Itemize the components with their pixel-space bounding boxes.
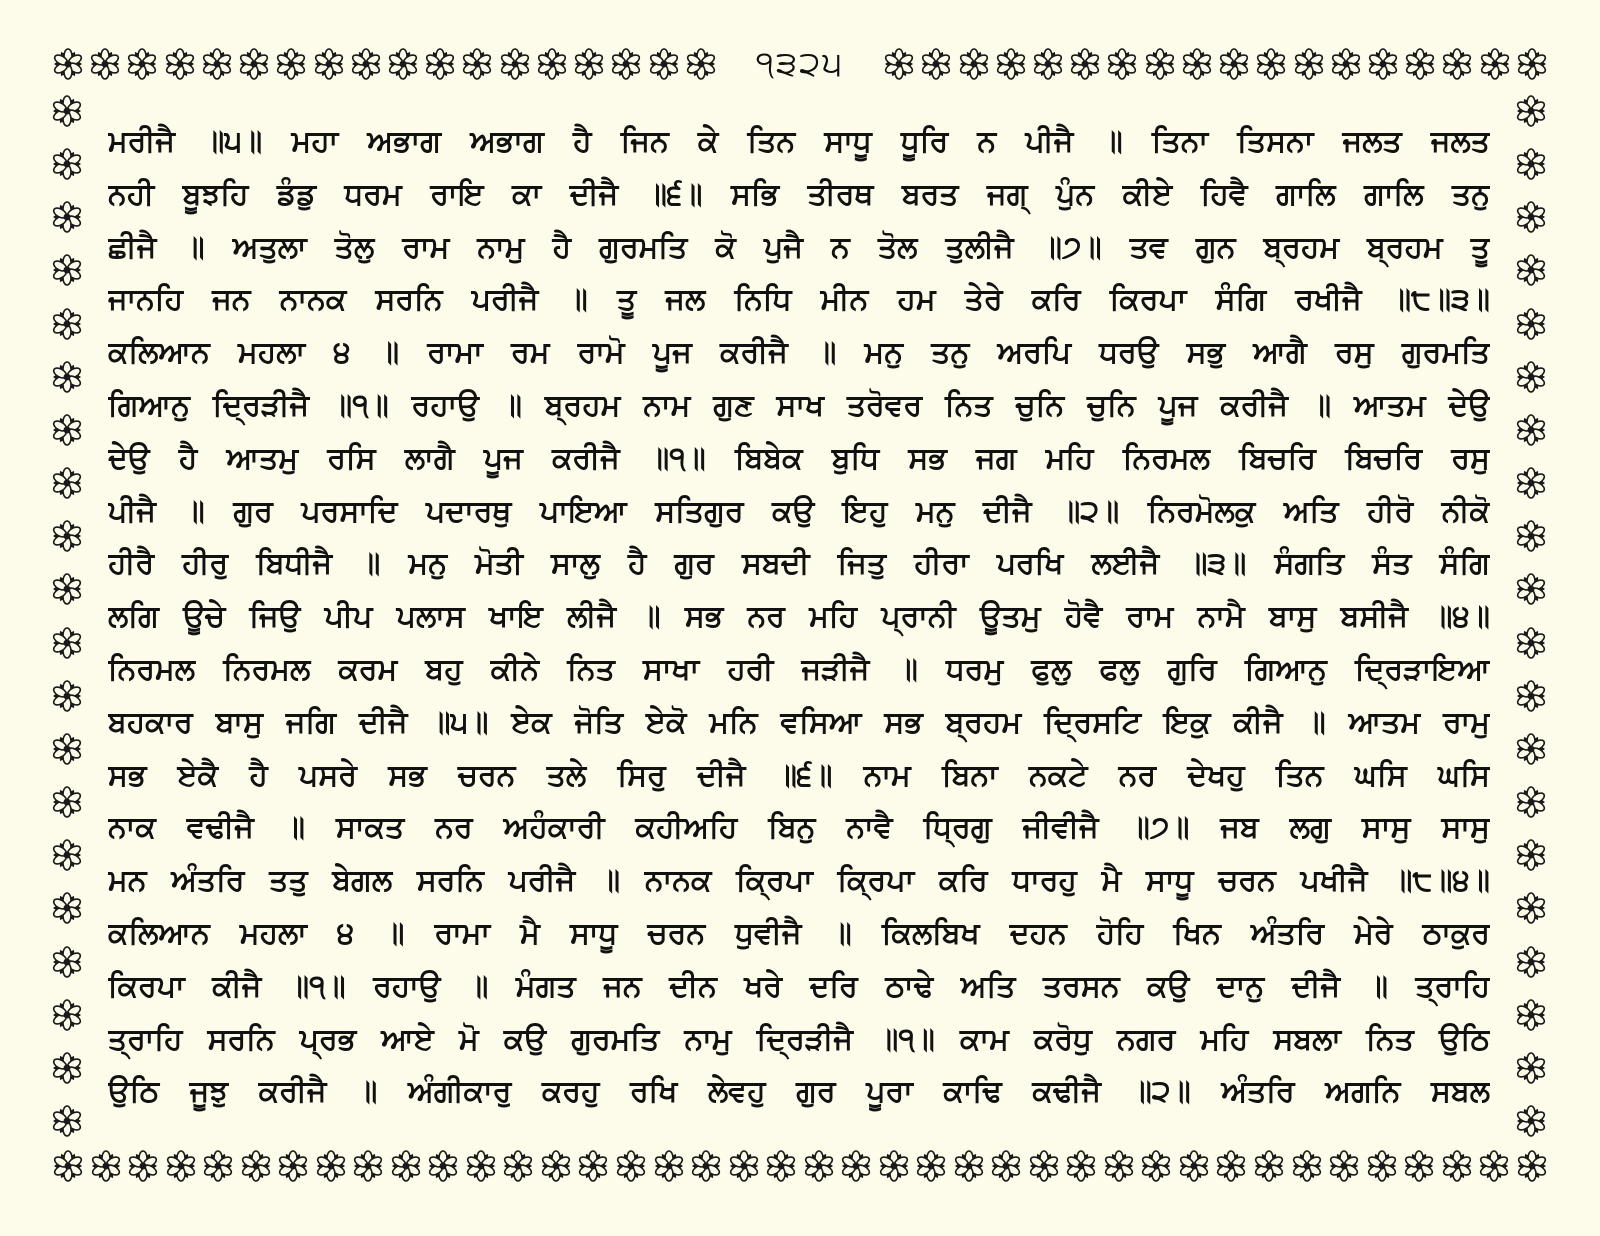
flower-icon bbox=[125, 1147, 161, 1185]
flower-icon bbox=[88, 1147, 124, 1185]
text-line: ਹੀਰੈ ਹੀਰੁ ਬਿਧੀਜੈ ॥ ਮਨੁ ਮੋਤੀ ਸਾਲੁ ਹੈ ਗੁਰ ਸਬਦੀ ਜਿਤੁ ਹੀਰਾ ਪਰਖਿ ਲਈਜੈ ॥੩॥ ਸੰਗਤਿ ਸੰਤ ਸੰਗਿ bbox=[108, 546, 1490, 582]
flower-icon bbox=[1326, 1147, 1362, 1185]
flower-icon bbox=[1253, 45, 1289, 83]
flower-icon bbox=[500, 1147, 536, 1185]
flower-icon bbox=[48, 85, 86, 137]
flower-icon bbox=[350, 1147, 386, 1185]
flower-icon bbox=[275, 1147, 311, 1185]
flower-icon bbox=[1512, 191, 1550, 243]
flower-icon bbox=[913, 1147, 949, 1185]
flower-icon bbox=[422, 45, 458, 83]
flower-icon bbox=[1402, 45, 1438, 83]
flower-icon bbox=[48, 670, 86, 722]
flower-icon bbox=[1176, 1147, 1212, 1185]
flower-icon bbox=[988, 1147, 1024, 1185]
flower-icon bbox=[311, 45, 347, 83]
flower-icon bbox=[1512, 882, 1550, 934]
flower-icon bbox=[48, 1042, 86, 1094]
flower-icon bbox=[1512, 85, 1550, 137]
text-line: ਬਹਕਾਰ ਬਾਸੁ ਜਗਿ ਦੀਜੈ ॥੫॥ ਏਕ ਜੋਤਿ ਏਕੋ ਮਨਿ ਵਸਿਆ ਸਭ ਬ੍ਰਹਮ ਦ੍ਰਿਸਟਿ ਇਕੁ ਕੀਜੈ ॥ ਆਤਮ ਰਾਮੁ bbox=[108, 704, 1490, 740]
right-ornament-border bbox=[1512, 85, 1552, 1147]
text-line: ਲਗਿ ਊਚੇ ਜਿਉ ਪੀਪ ਪਲਾਸ ਖਾਇ ਲੀਜੈ ॥ ਸਭ ਨਰ ਮਹਿ ਪ੍ਰਾਨੀ ਊਤਮੁ ਹੋਵੈ ਰਾਮ ਨਾਮੈ ਬਾਸੁ ਬਸੀਜੈ ॥੪॥ bbox=[108, 599, 1490, 635]
flower-icon bbox=[1512, 617, 1550, 669]
flower-icon bbox=[48, 138, 86, 190]
text-line: ਨਿਰਮਲ ਨਿਰਮਲ ਕਰਮ ਬਹੁ ਕੀਨੇ ਨਿਤ ਸਾਖਾ ਹਰੀ ਜੜੀਜੈ ॥ ਧਰਮੁ ਫੁਲੁ ਫਲੁ ਗੁਰਿ ਗਿਆਨੁ ਦ੍ਰਿੜਾਇਆ bbox=[108, 651, 1490, 687]
flower-icon bbox=[1512, 244, 1550, 296]
text-line: ਨਾਕ ਵਢੀਜੈ ॥ ਸਾਕਤ ਨਰ ਅਹੰਕਾਰੀ ਕਹੀਅਹਿ ਬਿਨੁ ਨਾਵੈ ਧ੍ਰਿਗੁ ਜੀਵੀਜੈ ॥੭॥ ਜਬ ਲਗੁ ਸਾਸੁ ਸਾਸੁ bbox=[108, 810, 1490, 846]
flower-icon bbox=[87, 45, 123, 83]
flower-icon bbox=[1514, 45, 1550, 83]
flower-icon bbox=[425, 1147, 461, 1185]
flower-icon bbox=[881, 45, 917, 83]
flower-icon bbox=[348, 45, 384, 83]
flower-icon bbox=[48, 563, 86, 615]
flower-icon bbox=[48, 617, 86, 669]
text-line: ਜਾਨਹਿ ਜਨ ਨਾਨਕ ਸਰਨਿ ਪਰੀਜੈ ॥ ਤੂ ਜਲ ਨਿਧਿ ਮੀਨ ਹਮ ਤੇਰੇ ਕਰਿ ਕਿਰਪਾ ਸੰਗਿ ਰਖੀਜੈ ॥੮॥੩॥ bbox=[108, 282, 1490, 318]
flower-icon bbox=[1512, 510, 1550, 562]
flower-icon bbox=[683, 45, 719, 83]
flower-icon bbox=[1063, 1147, 1099, 1185]
flower-icon bbox=[956, 45, 992, 83]
flower-icon bbox=[1142, 45, 1178, 83]
flower-icon bbox=[1030, 45, 1066, 83]
flower-icon bbox=[1512, 723, 1550, 775]
text-line: ਗਿਆਨੁ ਦ੍ਰਿੜੀਜੈ ॥੧॥ ਰਹਾਉ ॥ ਬ੍ਰਹਮ ਨਾਮ ਗੁਣ ਸਾਖ ਤਰੋਵਰ ਨਿਤ ਚੁਨਿ ਚੁਨਿ ਪੂਜ ਕਰੀਜੈ ॥ ਆਤਮ ਦੇਉ bbox=[108, 387, 1490, 423]
flower-icon bbox=[538, 1147, 574, 1185]
bottom-ornament-border bbox=[50, 1147, 1550, 1187]
text-line: ਦੇਉ ਹੈ ਆਤਮੁ ਰਸਿ ਲਾਗੈ ਪੂਜ ਕਰੀਜੈ ॥੧॥ ਬਿਬੇਕ ਬੁਧਿ ਸਭ ਜਗ ਮਹਿ ਨਿਰਮਲ ਬਿਚਰਿ ਬਿਚਰਿ ਰਸੁ bbox=[108, 440, 1490, 476]
text-line: ਮਨ ਅੰਤਰਿ ਤਤੁ ਬੇਗਲ ਸਰਨਿ ਪਰੀਜੈ ॥ ਨਾਨਕ ਕ੍ਰਿਪਾ ਕ੍ਰਿਪਾ ਕਰਿ ਧਾਰਹੁ ਮੈ ਸਾਧੂ ਚਰਨ ਪਖੀਜੈ ॥੮॥੪॥ bbox=[108, 863, 1490, 899]
flower-icon bbox=[1291, 45, 1327, 83]
flower-icon bbox=[646, 45, 682, 83]
flower-icon bbox=[726, 1147, 762, 1185]
text-line: ਕਲਿਆਨ ਮਹਲਾ ੪ ॥ ਰਾਮਾ ਮੈ ਸਾਧੂ ਚਰਨ ਧੁਵੀਜੈ ॥ ਕਿਲਬਿਖ ਦਹਨ ਹੋਹਿ ਖਿਨ ਅੰਤਰਿ ਮੇਰੇ ਠਾਕੁਰ bbox=[108, 915, 1490, 951]
flower-icon bbox=[1512, 670, 1550, 722]
flower-icon bbox=[688, 1147, 724, 1185]
flower-icon bbox=[48, 298, 86, 350]
flower-icon bbox=[1512, 829, 1550, 881]
flower-icon bbox=[651, 1147, 687, 1185]
flower-icon bbox=[801, 1147, 837, 1185]
flower-icon bbox=[463, 1147, 499, 1185]
flower-icon bbox=[385, 45, 421, 83]
flower-icon bbox=[48, 191, 86, 243]
flower-icon bbox=[1101, 1147, 1137, 1185]
flower-icon bbox=[1477, 45, 1513, 83]
flower-icon bbox=[236, 45, 272, 83]
flower-icon bbox=[1476, 1147, 1512, 1185]
flower-icon bbox=[1328, 45, 1364, 83]
flower-icon bbox=[918, 45, 954, 83]
flower-icon bbox=[1512, 457, 1550, 509]
flower-icon bbox=[1364, 1147, 1400, 1185]
scripture-text bbox=[108, 116, 1490, 1126]
left-ornament-border bbox=[48, 85, 88, 1147]
flower-icon bbox=[50, 1147, 86, 1185]
flower-icon bbox=[459, 45, 495, 83]
flower-icon bbox=[48, 989, 86, 1041]
flower-icon bbox=[313, 1147, 349, 1185]
flower-icon bbox=[1439, 45, 1475, 83]
flower-icon bbox=[48, 244, 86, 296]
flower-icon bbox=[48, 1095, 86, 1147]
flower-icon bbox=[1104, 45, 1140, 83]
flower-icon bbox=[50, 45, 86, 83]
flower-icon bbox=[48, 457, 86, 509]
flower-icon bbox=[1512, 776, 1550, 828]
flower-icon bbox=[48, 829, 86, 881]
flower-icon bbox=[1512, 936, 1550, 988]
flower-icon bbox=[613, 1147, 649, 1185]
flower-icon bbox=[1365, 45, 1401, 83]
page-number: ੧੩੨੫ bbox=[755, 44, 845, 84]
flower-icon bbox=[1251, 1147, 1287, 1185]
flower-icon bbox=[48, 510, 86, 562]
flower-icon bbox=[1439, 1147, 1475, 1185]
flower-icon bbox=[162, 45, 198, 83]
flower-icon bbox=[608, 45, 644, 83]
flower-icon bbox=[1401, 1147, 1437, 1185]
flower-icon bbox=[1512, 138, 1550, 190]
text-line: ਨਹੀ ਬੂਝਹਿ ਡੰਡੁ ਧਰਮ ਰਾਇ ਕਾ ਦੀਜੈ ॥੬॥ ਸਭਿ ਤੀਰਥ ਬਰਤ ਜਗ੍ ਪੁੰਨ ਕੀਏ ਹਿਵੈ ਗਾਲਿ ਗਾਲਿ ਤਨੁ bbox=[108, 176, 1490, 212]
flower-icon bbox=[1067, 45, 1103, 83]
flower-icon bbox=[1514, 1147, 1550, 1185]
flower-icon bbox=[993, 45, 1029, 83]
text-line: ਪੀਜੈ ॥ ਗੁਰ ਪਰਸਾਦਿ ਪਦਾਰਥੁ ਪਾਇਆ ਸਤਿਗੁਰ ਕਉ ਇਹੁ ਮਨੁ ਦੀਜੈ ॥੨॥ ਨਿਰਮੋਲਕੁ ਅਤਿ ਹੀਰੋ ਨੀਕੋ bbox=[108, 493, 1490, 529]
flower-icon bbox=[48, 882, 86, 934]
flower-icon bbox=[763, 1147, 799, 1185]
flower-icon bbox=[48, 351, 86, 403]
flower-icon bbox=[1179, 45, 1215, 83]
flower-icon bbox=[238, 1147, 274, 1185]
flower-icon bbox=[388, 1147, 424, 1185]
text-line: ਤ੍ਰਾਹਿ ਸਰਨਿ ਪ੍ਰਭ ਆਏ ਮੋ ਕਉ ਗੁਰਮਤਿ ਨਾਮੁ ਦ੍ਰਿੜੀਜੈ ॥੧॥ ਕਾਮ ਕਰੋਧੁ ਨਗਰ ਮਹਿ ਸਬਲਾ ਨਿਤ ਉਠਿ bbox=[108, 1021, 1490, 1057]
flower-icon bbox=[48, 776, 86, 828]
flower-icon bbox=[1216, 45, 1252, 83]
flower-icon bbox=[534, 45, 570, 83]
flower-icon bbox=[163, 1147, 199, 1185]
flower-icon bbox=[1512, 298, 1550, 350]
flower-icon bbox=[48, 404, 86, 456]
flower-icon bbox=[838, 1147, 874, 1185]
text-line: ਕਲਿਆਨ ਮਹਲਾ ੪ ॥ ਰਾਮਾ ਰਮ ਰਾਮੋ ਪੂਜ ਕਰੀਜੈ ॥ ਮਨੁ ਤਨੁ ਅਰਪਿ ਧਰਉ ਸਭੁ ਆਗੈ ਰਸੁ ਗੁਰਮਤਿ bbox=[108, 335, 1490, 371]
flower-icon bbox=[1138, 1147, 1174, 1185]
flower-icon bbox=[1512, 563, 1550, 615]
text-line: ਮਰੀਜੈ ॥੫॥ ਮਹਾ ਅਭਾਗ ਅਭਾਗ ਹੈ ਜਿਨ ਕੇ ਤਿਨ ਸਾਧੂ ਧੂਰਿ ਨ ਪੀਜੈ ॥ ਤਿਨਾ ਤਿਸਨਾ ਜਲਤ ਜਲਤ bbox=[108, 124, 1490, 159]
flower-icon bbox=[575, 1147, 611, 1185]
flower-icon bbox=[1512, 1095, 1550, 1147]
text-line: ਕਿਰਪਾ ਕੀਜੈ ॥੧॥ ਰਹਾਉ ॥ ਮੰਗਤ ਜਨ ਦੀਨ ਖਰੇ ਦਰਿ ਠਾਢੇ ਅਤਿ ਤਰਸਨ ਕਉ ਦਾਨੁ ਦੀਜੈ ॥ ਤ੍ਰਾਹਿ bbox=[108, 968, 1490, 1004]
flower-icon bbox=[497, 45, 533, 83]
flower-icon bbox=[199, 45, 235, 83]
text-line: ਉਠਿ ਜੂਝੁ ਕਰੀਜੈ ॥ ਅੰਗੀਕਾਰੁ ਕਰਹੁ ਰਖਿ ਲੇਵਹੁ ਗੁਰ ਪੂਰਾ ਕਾਢਿ ਕਢੀਜੈ ॥੨॥ ਅੰਤਰਿ ਅਗਨਿ ਸਬਲ bbox=[108, 1074, 1490, 1110]
flower-icon bbox=[1512, 1042, 1550, 1094]
flower-icon bbox=[571, 45, 607, 83]
flower-icon bbox=[200, 1147, 236, 1185]
flower-icon bbox=[124, 45, 160, 83]
flower-icon bbox=[951, 1147, 987, 1185]
flower-icon bbox=[48, 936, 86, 988]
text-line: ਸਭ ਏਕੈ ਹੈ ਪਸਰੇ ਸਭ ਚਰਨ ਤਲੇ ਸਿਰੁ ਦੀਜੈ ॥੬॥ ਨਾਮ ਬਿਨਾ ਨਕਟੇ ਨਰ ਦੇਖਹੁ ਤਿਨ ਘਸਿ ਘਸਿ bbox=[108, 757, 1490, 793]
flower-icon bbox=[876, 1147, 912, 1185]
flower-icon bbox=[1213, 1147, 1249, 1185]
flower-icon bbox=[1026, 1147, 1062, 1185]
flower-icon bbox=[1512, 404, 1550, 456]
flower-icon bbox=[1512, 351, 1550, 403]
flower-icon bbox=[1289, 1147, 1325, 1185]
flower-icon bbox=[1512, 989, 1550, 1041]
text-line: ਛੀਜੈ ॥ ਅਤੁਲਾ ਤੋਲੁ ਰਾਮ ਨਾਮੁ ਹੈ ਗੁਰਮਤਿ ਕੋ ਪੁਜੈ ਨ ਤੋਲ ਤੁਲੀਜੈ ॥੭॥ ਤਵ ਗੁਨ ਬ੍ਰਹਮ ਬ੍ਰਹਮ ਤੂ bbox=[108, 229, 1490, 265]
flower-icon bbox=[48, 723, 86, 775]
flower-icon bbox=[273, 45, 309, 83]
